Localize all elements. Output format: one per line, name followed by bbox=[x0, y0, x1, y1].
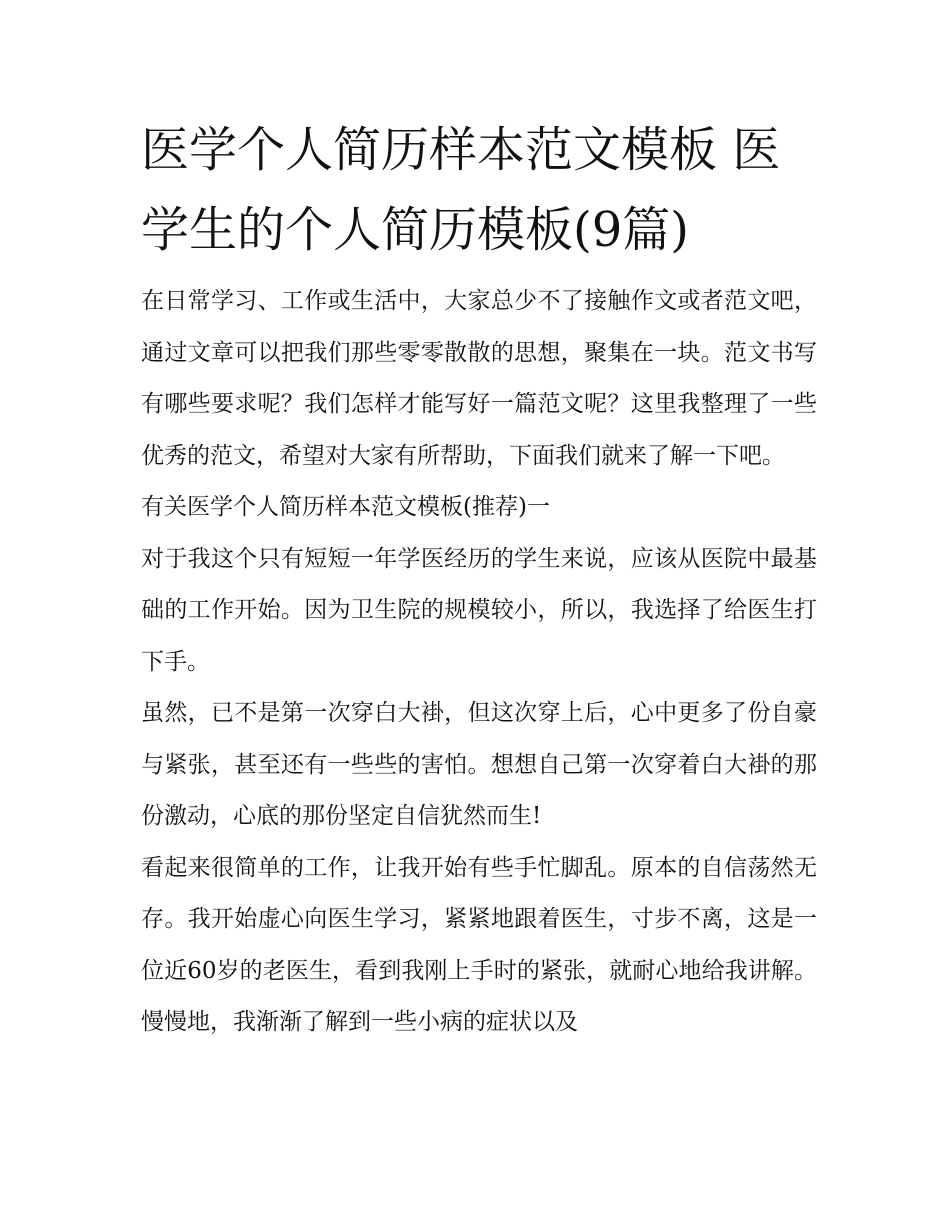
document-body bbox=[141, 276, 817, 1049]
document-title: 医学个人简历样本范文模板 医学生的个人简历模板(9篇) bbox=[141, 122, 781, 258]
section-heading: 有关医学个人简历样本范文模板(推荐)一 bbox=[141, 494, 550, 520]
body-paragraph: 虽然，已不是第一次穿白大褂，但这次穿上后，心中更多了份自豪与紧张，甚至还有一些些的害怕。想想自己第一次穿着白大褂的那份激动，心底的那份坚定自信犹然而生! bbox=[141, 700, 817, 829]
intro-paragraph: 在日常学习、工作或生活中，大家总少不了接触作文或者范文吧，通过文章可以把我们那些零零散散的思想，聚集在一块。范文书写有哪些要求呢？我们怎样才能写好一篇范文呢？这里我整理了一些优秀的范文，希望对大家有所帮助，下面我们就来了解一下吧。 bbox=[141, 288, 817, 469]
body-paragraph: 对于我这个只有短短一年学医经历的学生来说，应该从医院中最基础的工作开始。因为卫生院的规模较小，所以，我选择了给医生打下手。 bbox=[141, 545, 817, 675]
body-paragraph: 看起来很简单的工作，让我开始有些手忙脚乱。原本的自信荡然无存。我开始虚心向医生学习，紧紧地跟着医生，寸步不离，这是一位近60岁的老医生，看到我刚上手时的紧张，就耐心地给我讲解。慢慢地，我渐渐了解到一些小病的症状以及 bbox=[141, 854, 817, 1035]
